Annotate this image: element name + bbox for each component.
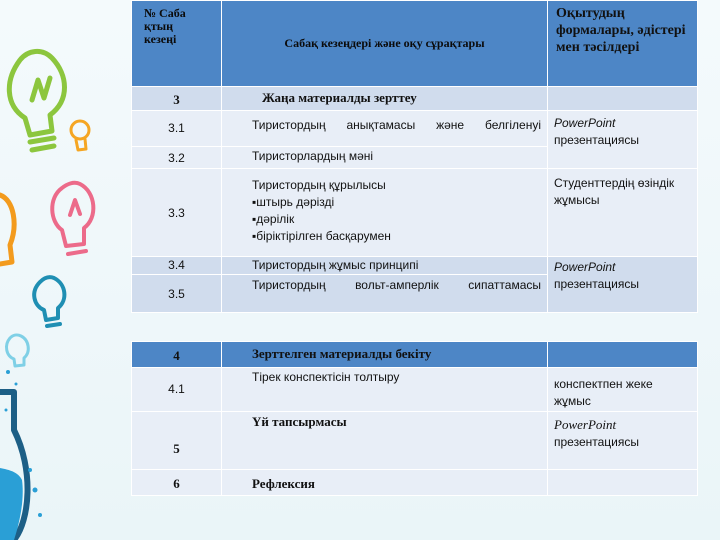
green-bulb-icon bbox=[9, 51, 64, 150]
method-cell: PowerPoint презентациясы bbox=[548, 111, 698, 169]
table-row bbox=[132, 257, 698, 275]
pink-bulb-icon bbox=[52, 183, 93, 254]
table-row bbox=[132, 169, 698, 257]
row-text: Тиристордың вольт-амперлік сипаттамасы bbox=[222, 275, 548, 313]
row-text: Рефлексия bbox=[222, 470, 548, 496]
section-method bbox=[548, 342, 698, 368]
row-number: 3.5 bbox=[132, 275, 222, 313]
table-row bbox=[132, 368, 698, 412]
header-stage-cell: № Саба қтың кезеңі bbox=[132, 1, 222, 87]
method-cell: Студенттердің өзіндік жұмысы bbox=[548, 169, 698, 257]
method-cell: PowerPoint презентациясы bbox=[548, 412, 698, 470]
row-number: 3.3 bbox=[132, 169, 222, 257]
row-number: 5 bbox=[132, 412, 222, 470]
orange-bulb-icon bbox=[0, 195, 14, 265]
table-row bbox=[132, 412, 698, 470]
method-cell: PowerPoint презентациясы bbox=[548, 257, 698, 313]
method-cell: конспектпен жеке жұмыс bbox=[548, 368, 698, 412]
lightbulb-decoration bbox=[0, 0, 130, 540]
section-number: 4 bbox=[132, 342, 222, 368]
row-text: Тиристордың анықтамасы және белгіленуі bbox=[222, 111, 548, 147]
row-number: 3.2 bbox=[132, 147, 222, 169]
teal-bulb-icon bbox=[34, 277, 64, 326]
section-title: Жаңа материалды зерттеу bbox=[222, 87, 548, 111]
small-orange-bulb-icon bbox=[71, 121, 89, 150]
section-title: Зерттелген материалды бекіту bbox=[222, 342, 548, 368]
section-method bbox=[548, 87, 698, 111]
light-blue-bulb-icon bbox=[7, 335, 29, 366]
lesson-stages-table bbox=[131, 0, 698, 313]
method-cell bbox=[548, 470, 698, 496]
row-number: 4.1 bbox=[132, 368, 222, 412]
consolidation-table bbox=[131, 341, 698, 496]
row-number: 3.1 bbox=[132, 111, 222, 147]
row-text: Тиристордың жұмыс принципі bbox=[222, 257, 548, 275]
row-text: Үй тапсырмасы bbox=[222, 412, 548, 470]
table-row bbox=[132, 111, 698, 147]
row-text: Тиристордың құрылысы ▪штырь дәрізді ▪дәрілік ▪біріктірілген басқарумен bbox=[222, 169, 548, 257]
table-header-row bbox=[132, 1, 698, 87]
header-questions-cell: Сабақ кезеңдері және оқу сұрақтары bbox=[222, 1, 548, 87]
row-text: Тиристорлардың мәні bbox=[222, 147, 548, 169]
section-number: 3 bbox=[132, 87, 222, 111]
section-row bbox=[132, 87, 698, 111]
row-number: 3.4 bbox=[132, 257, 222, 275]
row-text: Тірек конспектісін толтыру bbox=[222, 368, 548, 412]
header-methods-cell: Оқытудың формалары, әдістері мен тәсілдері bbox=[548, 1, 698, 87]
section-row bbox=[132, 342, 698, 368]
row-number: 6 bbox=[132, 470, 222, 496]
table-row bbox=[132, 470, 698, 496]
